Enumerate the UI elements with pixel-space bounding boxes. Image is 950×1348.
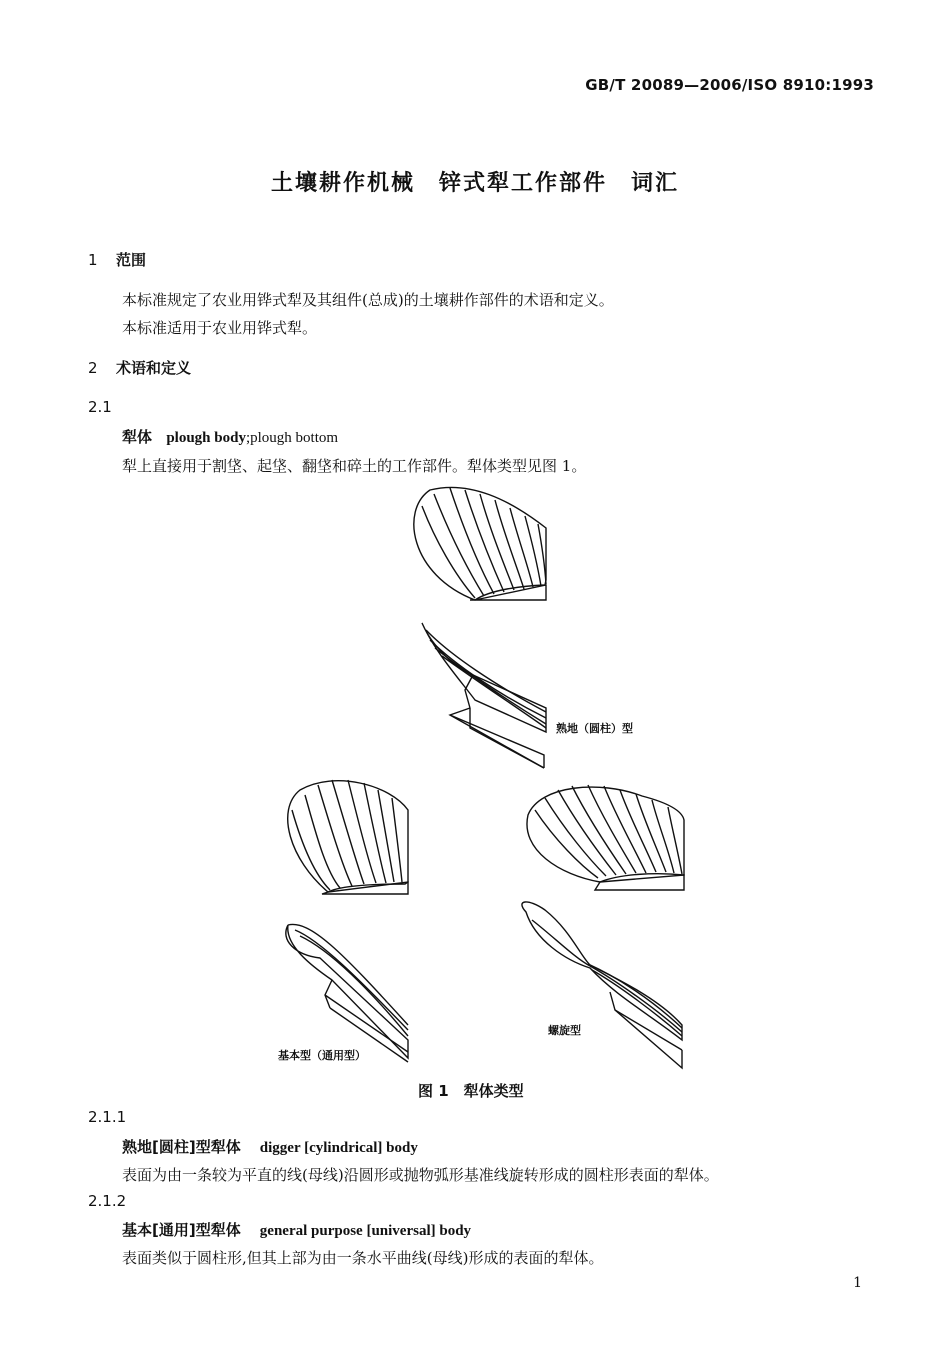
- term-english-alt: ;plough bottom: [245, 430, 339, 446]
- section-title: 范围: [116, 251, 147, 269]
- general-body-side-view: [286, 924, 408, 1062]
- term-english: digger [cylindrical] body: [259, 1140, 418, 1156]
- label-helical-type: 螺旋型: [548, 1024, 581, 1037]
- scope-paragraph-1: 本标准规定了农业用铧式犁及其组件(总成)的土壤耕作部件的术语和定义。: [122, 291, 614, 309]
- page-number: 1: [853, 1275, 862, 1291]
- clause-2-1-1-definition: 表面为由一条较为平直的线(母线)沿圆形或抛物弧形基准线旋转形成的圆柱形表面的犁体。: [122, 1166, 719, 1184]
- label-digger-type: 熟地（圆柱）型: [556, 722, 633, 735]
- figure-caption: 图 1 犁体类型: [418, 1082, 524, 1100]
- general-body-front-view: [288, 780, 408, 894]
- digger-body-side-view: [422, 623, 546, 768]
- helical-body-front-view: [527, 785, 684, 890]
- clause-2-1-2-definition: 表面类似于圆柱形,但其上部为由一条水平曲线(母线)形成的表面的犁体。: [122, 1249, 604, 1267]
- section-1-heading: [88, 249, 146, 270]
- section-number: 2: [88, 359, 98, 377]
- section-2-heading: [88, 357, 191, 378]
- standard-number: GB/T 20089—2006/ISO 8910:1993: [585, 76, 874, 94]
- scope-paragraph-2: 本标准适用于农业用铧式犁。: [122, 319, 318, 337]
- clause-2-1-2-term: [122, 1219, 471, 1240]
- helical-body-side-view: [522, 902, 682, 1068]
- document-title: 土壤耕作机械 锌式犁工作部件 词汇: [270, 171, 679, 196]
- clause-2-1-1-number: 2.1.1: [88, 1108, 127, 1126]
- clause-2-1-2-number: 2.1.2: [88, 1192, 127, 1210]
- term-chinese: 犁体: [122, 428, 153, 446]
- digger-body-front-view: [414, 487, 546, 600]
- term-chinese: 熟地[圆柱]型犁体: [122, 1138, 241, 1156]
- clause-2-1-number: 2.1: [88, 398, 112, 416]
- section-number: 1: [88, 251, 98, 269]
- clause-2-1-term: [122, 426, 338, 447]
- term-english: general purpose [universal] body: [259, 1223, 472, 1239]
- label-general-type: 基本型（通用型）: [278, 1049, 366, 1062]
- clause-2-1-1-term: [122, 1136, 418, 1157]
- figure-plough-body-types: [270, 480, 700, 1080]
- term-english: plough body: [166, 430, 246, 446]
- section-title: 术语和定义: [116, 359, 192, 377]
- term-chinese: 基本[通用]型犁体: [122, 1221, 241, 1239]
- clause-2-1-definition: 犁上直接用于割垡、起垡、翻垡和碎土的工作部件。犁体类型见图 1。: [122, 457, 587, 475]
